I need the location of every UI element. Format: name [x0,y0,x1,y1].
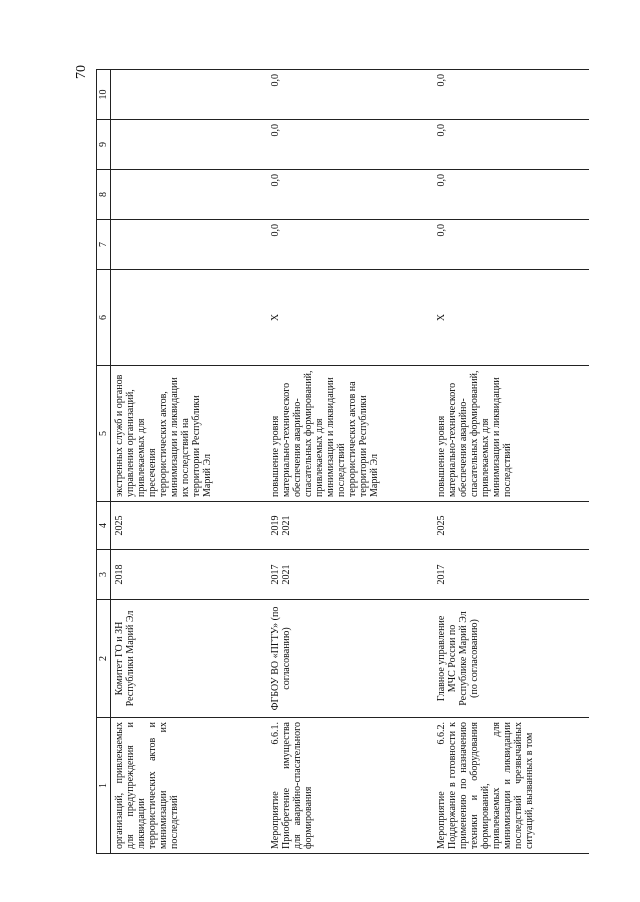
column-header: 2 [97,600,111,718]
column-header: 1 [97,718,111,854]
end-year-cell: 2025 [433,502,589,550]
end-year-cell: 2025 [111,502,268,550]
executor-cell: Комитет ГО и ЗН Республики Марий Эл [111,600,268,718]
value-cell: 0,0 [433,120,589,170]
value-cell [111,120,268,170]
column-header: 6 [97,270,111,366]
value-cell: 0,0 [433,220,589,270]
value-cell: 0,0 [267,120,433,170]
value-cell: X [433,270,589,366]
value-cell: 0,0 [267,220,433,270]
value-cell: 0,0 [433,170,589,220]
column-header: 10 [97,70,111,120]
start-year-cell: 2017 2021 [267,550,433,600]
value-cell: 0,0 [433,70,589,120]
value-cell [111,170,268,220]
column-header: 5 [97,366,111,502]
end-year-cell: 2019 2021 [267,502,433,550]
table-row [111,70,268,854]
start-year-cell: 2018 [111,550,268,600]
table-row [433,70,589,854]
column-header: 3 [97,550,111,600]
executor-cell: Главное управление МЧС России по Республике Марий Эл (по согласованию) [433,600,589,718]
value-cell: 0,0 [267,70,433,120]
executor-cell: ФГБОУ ВО «ПГТУ» (по согласованию) [267,600,433,718]
rotated-table-container [96,70,584,854]
measure-cell: Мероприятие 6.6.1. Приобретение имущества для аварийно-спасательного формирования [267,718,433,854]
value-cell [111,70,268,120]
page-number: 70 [74,65,89,79]
column-header: 7 [97,220,111,270]
result-cell: экстренных служб и органов управления организаций, привлекаемых для пресечения террористических актов, минимизации и ликвидации их последствий на территории Республики Марий Эл [111,366,268,502]
value-cell [111,220,268,270]
column-header: 9 [97,120,111,170]
measure-cell: Мероприятие 6.6.2. Поддержание в готовности к применению по назначению техники и оборудования формирований, привлекаемых для минимизации и ликвидации последствий чрезвычайных ситуаций, вызванных в том [433,718,589,854]
result-cell: повышение уровня материально-технического обеспечения аварийно-спасательных формирований, привлекаемых для минимизации и ликвидации последствий [433,366,589,502]
measure-cell: организаций, привлекаемых для предупреждения и ликвидации террористических актов и минимизации их последствий [111,718,268,854]
value-cell: X [267,270,433,366]
result-cell: повышение уровня материально-технического обеспечения аварийно-спасательных формирований, привлекаемых для минимизации и ликвидации последствий террористических актов на территории Республики Марий Эл [267,366,433,502]
table-row [267,70,433,854]
column-header: 4 [97,502,111,550]
start-year-cell: 2017 [433,550,589,600]
data-table [96,69,589,854]
header-row [97,70,111,854]
value-cell [111,270,268,366]
column-header: 8 [97,170,111,220]
value-cell: 0,0 [267,170,433,220]
